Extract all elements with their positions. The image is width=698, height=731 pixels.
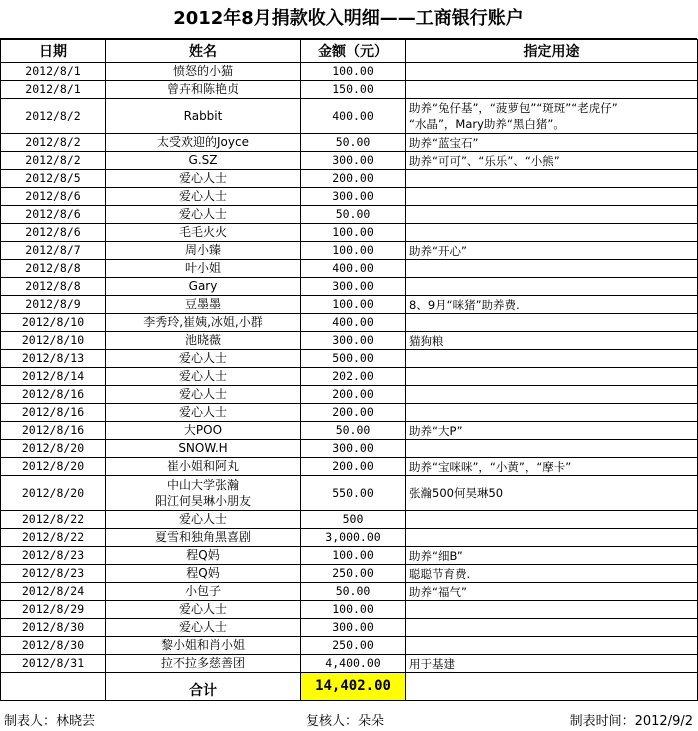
table-row [1,314,698,332]
cell-date: 2012/8/5 [1,170,106,188]
table-row [1,224,698,242]
cell-name: 拉不拉多慈善团 [106,655,301,673]
cell-purpose: 助养“蓝宝石” [406,134,698,152]
cell-purpose [406,170,698,188]
table-row [1,296,698,314]
cell-name: 池晓薇 [106,332,301,350]
table-row [1,601,698,619]
table-row [1,152,698,170]
cell-amount: 100.00 [301,63,406,81]
cell-purpose: 助养“兔仔基”，“菠萝包”“斑斑”“老虎仔” “水晶”，Mary助养“黑白猪”。 [406,99,698,134]
cell-name: 豆墨墨 [106,296,301,314]
cell-date: 2012/8/14 [1,368,106,386]
table-row [1,404,698,422]
total-amount: 14,402.00 [301,673,406,701]
cell-purpose: 助养“可可”、“乐乐”、“小熊” [406,152,698,170]
cell-amount: 100.00 [301,224,406,242]
header-row [1,40,698,63]
cell-amount: 250.00 [301,637,406,655]
cell-date: 2012/8/8 [1,278,106,296]
cell-name: 爱心人士 [106,386,301,404]
cell-date: 2012/8/2 [1,99,106,134]
table-row [1,476,698,511]
cell-amount: 200.00 [301,170,406,188]
cell-amount: 50.00 [301,422,406,440]
table-row [1,529,698,547]
table-row [1,206,698,224]
sheet-footer [0,706,697,731]
table-row [1,565,698,583]
header-name: 姓名 [106,40,301,63]
table-row [1,134,698,152]
cell-purpose [406,368,698,386]
cell-name: G.SZ [106,152,301,170]
cell-amount: 100.00 [301,296,406,314]
cell-name: 夏雪和独角黑喜剧 [106,529,301,547]
cell-name: 爱心人士 [106,619,301,637]
cell-date: 2012/8/31 [1,655,106,673]
cell-date: 2012/8/24 [1,583,106,601]
preparer-label: 制表人：林晓芸 [4,714,96,729]
cell-amount: 4,400.00 [301,655,406,673]
cell-purpose [406,637,698,655]
cell-purpose [406,440,698,458]
cell-date: 2012/8/23 [1,547,106,565]
reviewer-label: 复核人：朵朵 [306,714,385,729]
cell-date: 2012/8/20 [1,458,106,476]
cell-amount: 100.00 [301,547,406,565]
cell-name: 爱心人士 [106,404,301,422]
cell-name: 崔小姐和阿丸 [106,458,301,476]
table-row [1,63,698,81]
cell-purpose: 助养“福气” [406,583,698,601]
cell-amount: 550.00 [301,476,406,511]
cell-name: 毛毛火火 [106,224,301,242]
cell-name: 小包子 [106,583,301,601]
cell-amount: 400.00 [301,99,406,134]
total-empty-cell [1,673,106,701]
total-label: 合计 [106,673,301,701]
total-row [1,673,698,701]
cell-purpose [406,206,698,224]
sheet-title: 2012年8月捐款收入明细——工商银行账户 [0,0,697,39]
table-row [1,386,698,404]
cell-name: 黎小姐和肖小姐 [106,637,301,655]
donation-table [0,39,698,701]
cell-date: 2012/8/9 [1,296,106,314]
cell-date: 2012/8/23 [1,565,106,583]
table-row [1,440,698,458]
table-row [1,637,698,655]
cell-purpose [406,529,698,547]
table-row [1,188,698,206]
cell-name: 李秀玲,崔姨,冰姐,小群 [106,314,301,332]
cell-purpose: 助养“宝咪咪”，“小黄”，“摩卡” [406,458,698,476]
table-row [1,458,698,476]
cell-purpose: 聪聪节育费. [406,565,698,583]
cell-date: 2012/8/6 [1,188,106,206]
table-row [1,278,698,296]
cell-purpose: 猫狗粮 [406,332,698,350]
cell-amount: 500.00 [301,350,406,368]
cell-name: 太受欢迎的Joyce [106,134,301,152]
cell-date: 2012/8/8 [1,260,106,278]
cell-name: 爱心人士 [106,350,301,368]
cell-name: Rabbit [106,99,301,134]
prepared-date: 制表时间：2012/9/2 [569,714,693,729]
cell-purpose [406,601,698,619]
cell-date: 2012/8/10 [1,332,106,350]
table-row [1,242,698,260]
table-row [1,260,698,278]
cell-amount: 200.00 [301,458,406,476]
cell-amount: 300.00 [301,332,406,350]
cell-date: 2012/8/22 [1,529,106,547]
table-row [1,619,698,637]
cell-date: 2012/8/29 [1,601,106,619]
cell-amount: 50.00 [301,134,406,152]
header-amount: 金额（元） [301,40,406,63]
table-row [1,655,698,673]
cell-date: 2012/8/30 [1,619,106,637]
cell-name: 中山大学张瀚 阳江何昊琳小朋友 [106,476,301,511]
cell-amount: 400.00 [301,314,406,332]
cell-date: 2012/8/30 [1,637,106,655]
cell-purpose [406,278,698,296]
cell-name: 爱心人士 [106,368,301,386]
cell-purpose: 助养“开心” [406,242,698,260]
cell-purpose: 助养“细B” [406,547,698,565]
cell-amount: 300.00 [301,152,406,170]
cell-date: 2012/8/16 [1,422,106,440]
table-row [1,170,698,188]
cell-date: 2012/8/1 [1,63,106,81]
table-row [1,547,698,565]
cell-amount: 100.00 [301,601,406,619]
cell-amount: 300.00 [301,440,406,458]
cell-purpose: 8、9月“咪猪”助养费. [406,296,698,314]
cell-name: 爱心人士 [106,601,301,619]
cell-purpose [406,350,698,368]
header-date: 日期 [1,40,106,63]
cell-name: 周小臻 [106,242,301,260]
cell-date: 2012/8/10 [1,314,106,332]
cell-amount: 3,000.00 [301,529,406,547]
cell-date: 2012/8/7 [1,242,106,260]
cell-date: 2012/8/22 [1,511,106,529]
cell-name: 愤怒的小猫 [106,63,301,81]
cell-purpose [406,224,698,242]
table-body [1,63,698,673]
cell-date: 2012/8/16 [1,404,106,422]
total-empty-cell [406,673,698,701]
cell-name: 程Q妈 [106,547,301,565]
cell-amount: 200.00 [301,386,406,404]
cell-date: 2012/8/6 [1,206,106,224]
header-purpose: 指定用途 [406,40,698,63]
cell-amount: 100.00 [301,242,406,260]
cell-date: 2012/8/20 [1,440,106,458]
cell-purpose [406,81,698,99]
cell-amount: 50.00 [301,206,406,224]
cell-name: 叶小姐 [106,260,301,278]
cell-purpose: 助养“大P” [406,422,698,440]
cell-purpose [406,314,698,332]
cell-date: 2012/8/13 [1,350,106,368]
cell-date: 2012/8/1 [1,81,106,99]
cell-name: SNOW.H [106,440,301,458]
cell-amount: 300.00 [301,619,406,637]
cell-name: 大POO [106,422,301,440]
cell-purpose [406,386,698,404]
cell-date: 2012/8/20 [1,476,106,511]
cell-name: 爱心人士 [106,206,301,224]
cell-date: 2012/8/16 [1,386,106,404]
table-row [1,332,698,350]
cell-date: 2012/8/2 [1,134,106,152]
table-row [1,583,698,601]
cell-name: 爱心人士 [106,170,301,188]
table-row [1,81,698,99]
table-row [1,350,698,368]
cell-purpose [406,619,698,637]
cell-amount: 500 [301,511,406,529]
cell-purpose: 张瀚500何昊琳50 [406,476,698,511]
cell-purpose: 用于基建 [406,655,698,673]
table-row [1,422,698,440]
cell-amount: 202.00 [301,368,406,386]
cell-date: 2012/8/2 [1,152,106,170]
cell-purpose [406,511,698,529]
cell-name: 曾卉和陈艳贞 [106,81,301,99]
cell-name: 爱心人士 [106,188,301,206]
cell-amount: 400.00 [301,260,406,278]
cell-name: Gary [106,278,301,296]
cell-amount: 250.00 [301,565,406,583]
table-row [1,511,698,529]
cell-purpose [406,404,698,422]
cell-amount: 150.00 [301,81,406,99]
table-row [1,368,698,386]
cell-purpose [406,63,698,81]
cell-amount: 300.00 [301,188,406,206]
cell-purpose [406,188,698,206]
cell-amount: 300.00 [301,278,406,296]
cell-purpose [406,260,698,278]
cell-amount: 200.00 [301,404,406,422]
cell-amount: 50.00 [301,583,406,601]
cell-name: 程Q妈 [106,565,301,583]
table-row [1,99,698,134]
cell-date: 2012/8/6 [1,224,106,242]
cell-name: 爱心人士 [106,511,301,529]
